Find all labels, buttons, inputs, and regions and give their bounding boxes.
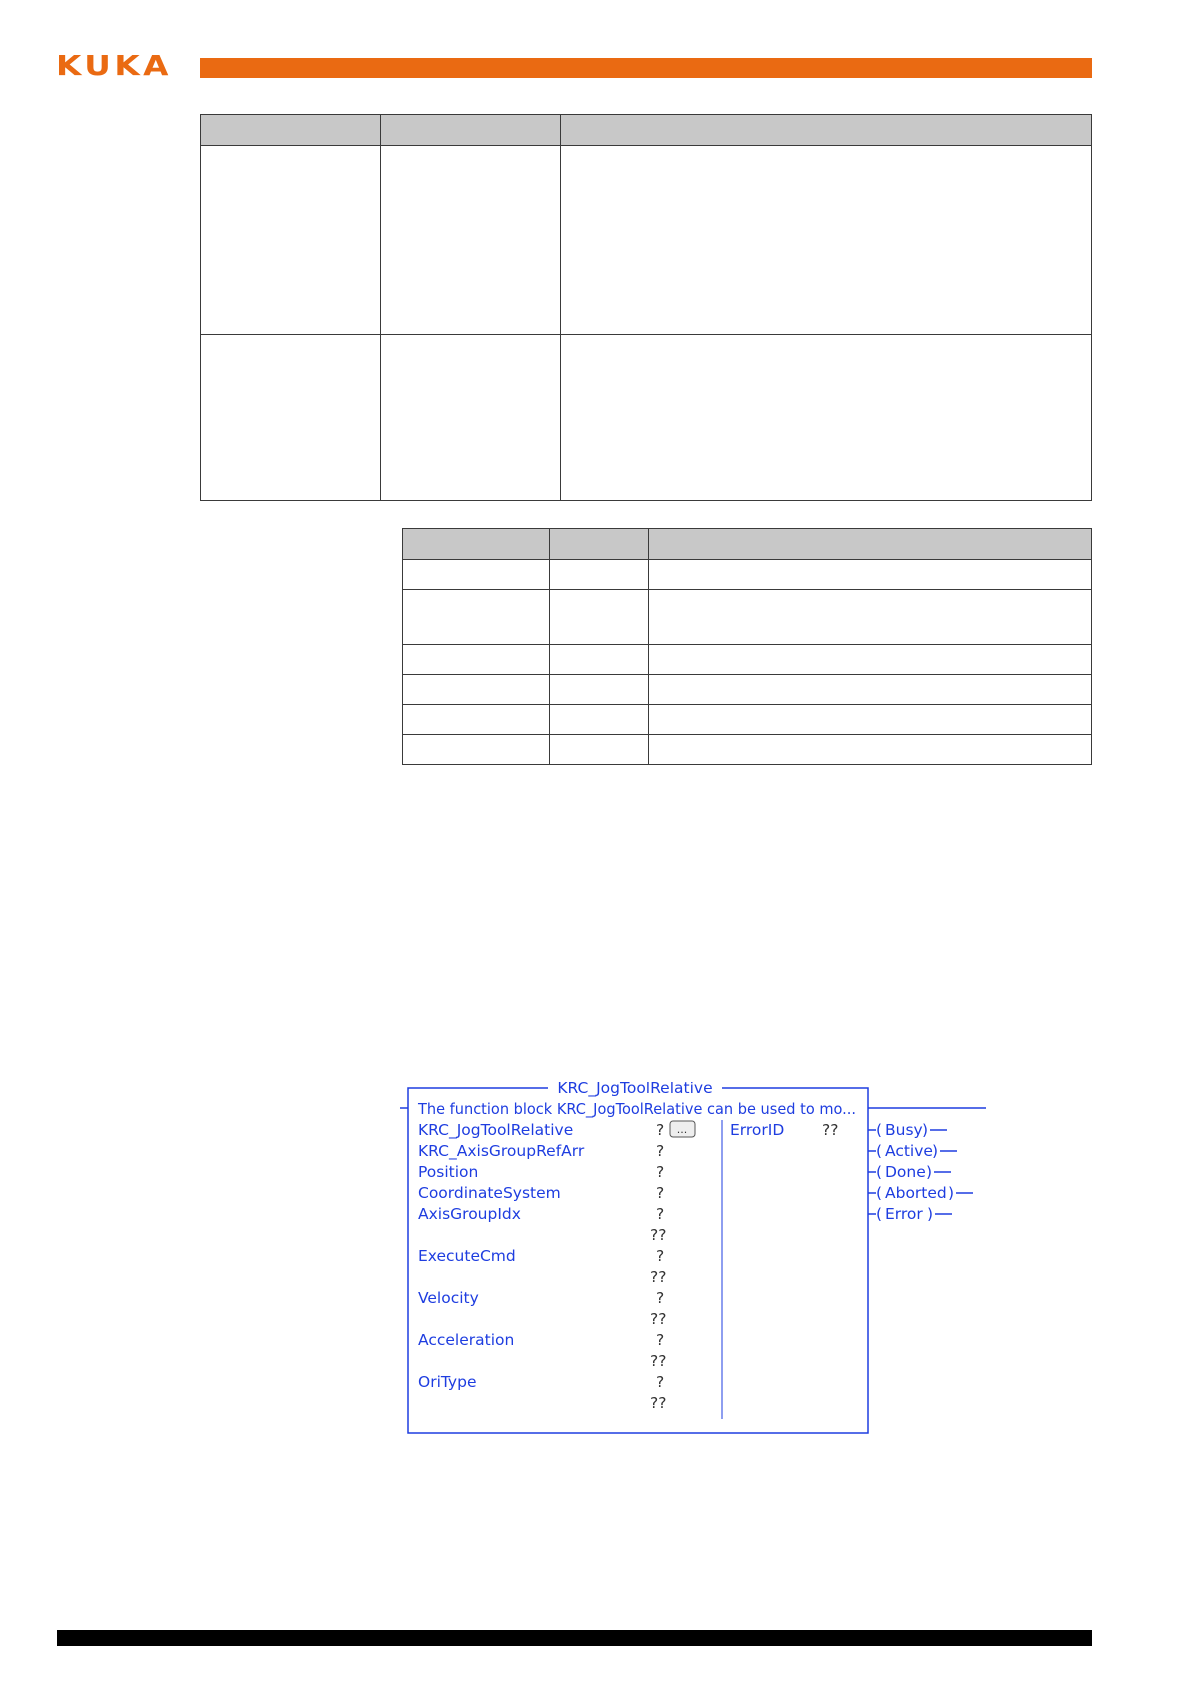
table-row (403, 645, 1092, 675)
table-header-cell (550, 529, 649, 560)
coil-open-paren: ( (876, 1142, 883, 1160)
table-cell (403, 735, 550, 765)
input-value[interactable]: ? (656, 1373, 665, 1391)
input-label: ExecuteCmd (418, 1247, 516, 1265)
table-cell (403, 560, 550, 590)
input-value[interactable]: ? (656, 1247, 665, 1265)
table-cell (561, 146, 1092, 335)
table-header-row (403, 529, 1092, 560)
table-cell (550, 645, 649, 675)
input-sub-value: ?? (650, 1268, 667, 1286)
table-header-row (201, 115, 1092, 146)
coil-done[interactable]: Done (885, 1163, 926, 1181)
table-cell (649, 590, 1092, 645)
table-cell (403, 705, 550, 735)
coil-close-paren: ) (948, 1184, 955, 1202)
footer-bar (57, 1630, 1092, 1646)
table-cell (201, 335, 381, 501)
coil-open-paren: ( (876, 1121, 883, 1139)
coil-busy[interactable]: Busy (885, 1121, 923, 1139)
table-cell (550, 735, 649, 765)
table-header-cell (403, 529, 550, 560)
table-header-cell (201, 115, 381, 146)
table-row (403, 590, 1092, 645)
table-row (201, 335, 1092, 501)
function-block-diagram (400, 1082, 990, 1452)
input-label: KRC_AxisGroupRefArr (418, 1142, 585, 1160)
table-cell (649, 560, 1092, 590)
table-row (403, 735, 1092, 765)
input-value[interactable]: ? (656, 1331, 665, 1349)
table-cell (561, 335, 1092, 501)
input-value[interactable]: ? (656, 1289, 665, 1307)
block-description: The function block KRC_JogToolRelative can be used to mo... (418, 1100, 886, 1118)
header-accent-bar (200, 58, 1092, 78)
input-sub-value: ?? (650, 1226, 667, 1244)
input-sub-value: ?? (650, 1394, 667, 1412)
table-cell (649, 675, 1092, 705)
kuka-logo (56, 52, 172, 78)
output-param-label: ErrorID (730, 1121, 785, 1139)
input-label: Acceleration (418, 1331, 515, 1349)
parameter-table (200, 114, 1092, 501)
table-header-cell (561, 115, 1092, 146)
output-param-value: ?? (822, 1121, 839, 1139)
input-sub-value: ?? (650, 1352, 667, 1370)
coil-active[interactable]: Active (885, 1142, 933, 1160)
table-cell (649, 735, 1092, 765)
table-header-cell (649, 529, 1092, 560)
table-cell (550, 705, 649, 735)
table-row (403, 705, 1092, 735)
table-header-cell (381, 115, 561, 146)
coil-open-paren: ( (876, 1205, 883, 1223)
table-cell (381, 335, 561, 501)
input-value[interactable]: ? (656, 1163, 665, 1181)
coil-open-paren: ( (876, 1163, 883, 1181)
table-cell (550, 675, 649, 705)
table-cell (403, 590, 550, 645)
table-cell (381, 146, 561, 335)
table-row (403, 675, 1092, 705)
coil-close-paren: ) (927, 1205, 934, 1223)
table-row (403, 560, 1092, 590)
input-value[interactable]: ? (656, 1205, 665, 1223)
table-cell (550, 560, 649, 590)
input-label: CoordinateSystem (418, 1184, 561, 1202)
logo-text: KUKA (56, 52, 172, 78)
input-sub-value: ?? (650, 1310, 667, 1328)
browse-button[interactable] (670, 1121, 695, 1137)
input-label: KRC_JogToolRelative (418, 1121, 574, 1139)
input-label: Position (418, 1163, 479, 1181)
coil-open-paren: ( (876, 1184, 883, 1202)
table-cell (550, 590, 649, 645)
input-label: Velocity (418, 1289, 479, 1307)
input-list (418, 1121, 666, 1412)
coil-error[interactable]: Error (885, 1205, 923, 1223)
browse-button-label: ... (676, 1123, 688, 1136)
table-cell (201, 146, 381, 335)
table-cell (403, 645, 550, 675)
input-value[interactable]: ? (656, 1121, 665, 1139)
block-title: KRC_JogToolRelative (557, 1082, 713, 1097)
coil-close-paren: ) (926, 1163, 933, 1181)
coil-close-paren: ) (932, 1142, 939, 1160)
input-label: AxisGroupIdx (418, 1205, 521, 1223)
table-row (201, 146, 1092, 335)
coil-close-paren: ) (922, 1121, 929, 1139)
table-cell (649, 645, 1092, 675)
input-value[interactable]: ? (656, 1184, 665, 1202)
table-cell (649, 705, 1092, 735)
input-value[interactable]: ? (656, 1142, 665, 1160)
input-label: OriType (418, 1373, 477, 1391)
output-table (402, 528, 1092, 765)
output-coils (868, 1121, 973, 1223)
coil-aborted[interactable]: Aborted (885, 1184, 947, 1202)
table-cell (403, 675, 550, 705)
